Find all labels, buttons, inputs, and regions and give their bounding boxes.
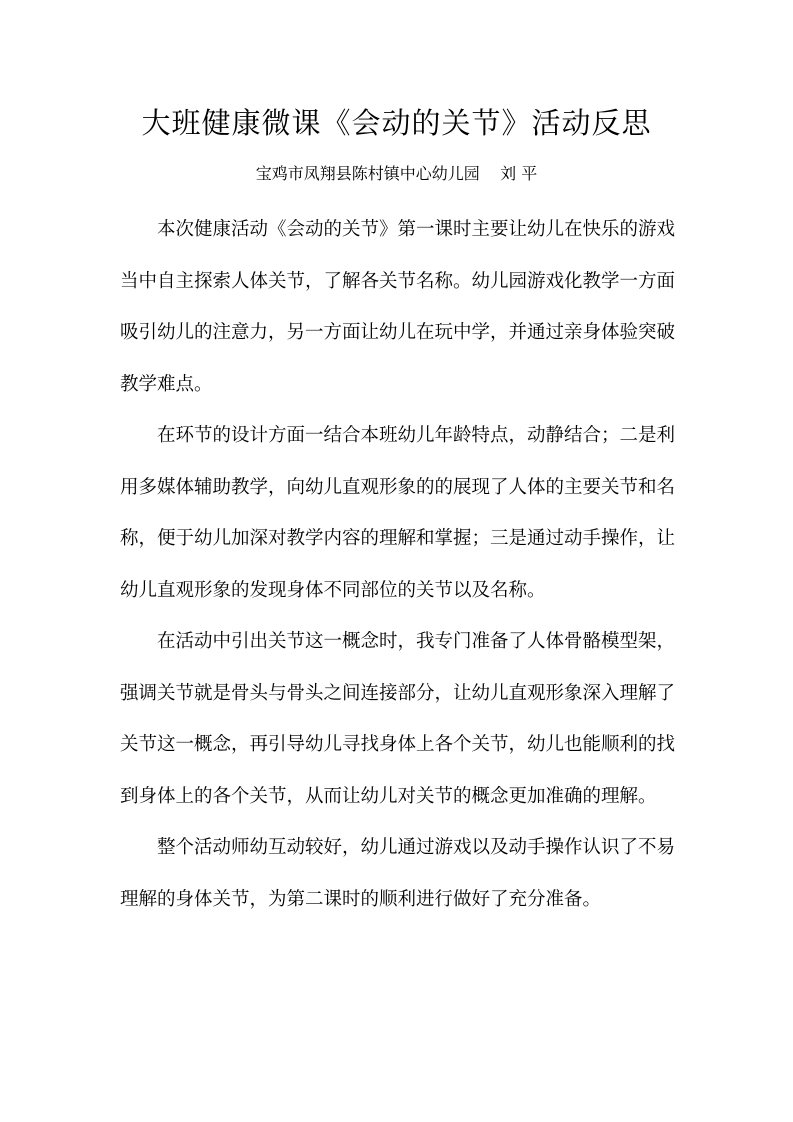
document-body: [120, 204, 675, 925]
paragraph-2: 在环节的设计方面一结合本班幼儿年龄特点，动静结合；二是利用多媒体辅助教学，向幼儿直观形象的的展现了人体的主要关节和名称，便于幼儿加深对教学内容的理解和掌握；三是通过动手操作，让幼儿直观形象的发现身体不同部位的关节以及名称。: [120, 425, 676, 601]
paragraph-4: 整个活动师幼互动较好，幼儿通过游戏以及动手操作认识了不易理解的身体关节，为第二课时的顺利进行做好了充分准备。: [120, 837, 676, 910]
author-line: 宝鸡市凤翔县陈村镇中心幼儿园 刘 平: [255, 164, 538, 183]
paragraph-3: 在活动中引出关节这一概念时，我专门准备了人体骨骼模型架，强调关节就是骨头与骨头之间连接部分，让幼儿直观形象深入理解了关节这一概念，再引导幼儿寻找身体上各个关节，幼儿也能顺利的找到身体上的各个关节，从而让幼儿对关节的概念更加准确的理解。: [120, 631, 676, 807]
paragraph-1: 本次健康活动《会动的关节》第一课时主要让幼儿在快乐的游戏当中自主探索人体关节，了解各关节名称。幼儿园游戏化教学一方面吸引幼儿的注意力，另一方面让幼儿在玩中学，并通过亲身体验突破教学难点。: [120, 219, 676, 395]
document-title: 大班健康微课《会动的关节》活动反思: [141, 106, 652, 140]
